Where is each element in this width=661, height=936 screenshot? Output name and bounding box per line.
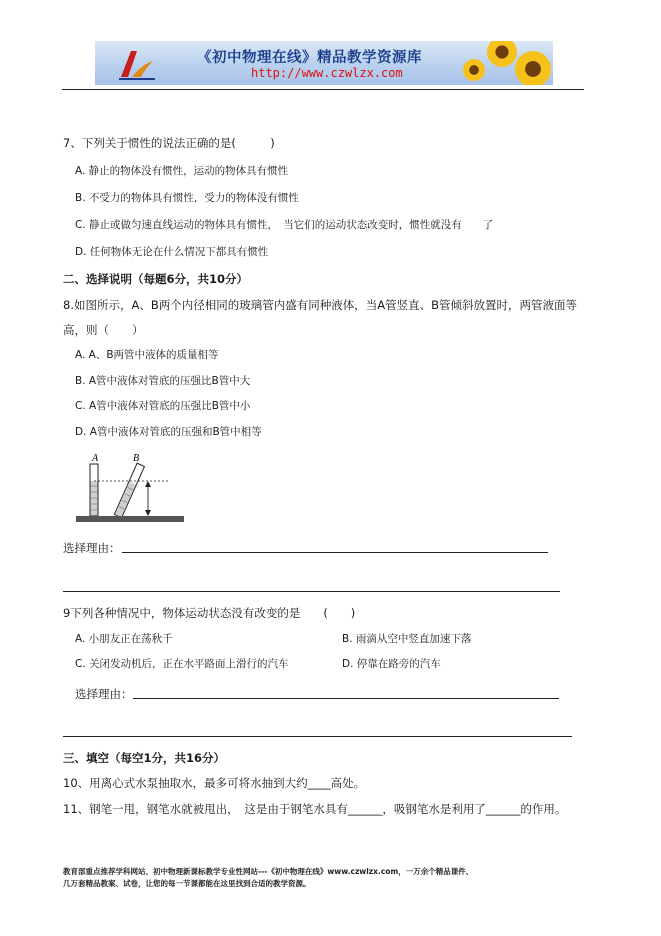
- q8-option-a: A. A、B两管中液体的质量相等: [75, 349, 219, 361]
- q8-reason-line-2[interactable]: [63, 591, 560, 592]
- q7-option-c: C. 静止或做匀速直线运动的物体具有惯性， 当它们的运动状态改变时，惯性就没有 了: [75, 219, 494, 231]
- q9-reason-line-2[interactable]: [63, 736, 572, 737]
- sunflower-icon: [515, 51, 551, 85]
- q8-option-c: C. A管中液体对管底的压强比B管中小: [75, 400, 251, 412]
- q7-option-a: A. 静止的物体没有惯性，运动的物体具有惯性: [75, 165, 289, 177]
- q8-reason-line[interactable]: [122, 552, 548, 553]
- sunflower-icon: [463, 59, 485, 81]
- footer-line-1: 教育部重点推荐学科网站、初中物理新课标教学专业性网站---《初中物理在线》www.czwlzx.com，一万余个精品课件、: [63, 867, 474, 876]
- header-rule: [62, 89, 584, 90]
- q9-option-c: C. 关闭发动机后，正在水平路面上滑行的汽车: [75, 658, 289, 670]
- sunflower-icon: [487, 41, 517, 67]
- q8-stem-line-2: 高，则（ ）: [63, 323, 144, 337]
- q8-tubes-figure: [74, 450, 186, 526]
- section-3-heading: 三、填空（每空1分，共16分）: [63, 751, 226, 765]
- banner-url[interactable]: http://www.czwlzx.com: [251, 66, 403, 80]
- figure-base: [76, 516, 184, 522]
- tube-b-label: B: [133, 453, 140, 464]
- q8-reason-label: 选择理由：: [63, 541, 121, 555]
- q8-stem-line-1: 8.如图所示，A、B两个内径相同的玻璃管内盛有同种液体，当A管竖直、B管倾斜放置时，两管液面等: [63, 298, 577, 312]
- site-logo: [117, 45, 157, 81]
- q9-reason-label: 选择理由：: [75, 687, 133, 701]
- header-banner: [95, 41, 553, 85]
- q9-option-a: A. 小朋友正在荡秋千: [75, 633, 173, 645]
- banner-title: 《初中物理在线》精品教学资源库: [197, 50, 422, 66]
- section-2-heading: 二、选择说明（每题6分，共10分）: [63, 272, 249, 286]
- tube-a: [90, 464, 98, 516]
- tube-a-label: A: [92, 453, 99, 464]
- q9-reason-line[interactable]: [133, 698, 559, 699]
- q7-option-d: D. 任何物体无论在什么情况下都具有惯性: [75, 246, 269, 258]
- q9-stem: 9下列各种情况中，物体运动状态没有改变的是 ( ): [63, 606, 356, 620]
- height-arrow-icon: [145, 481, 151, 516]
- q8-option-d: D. A管中液体对管底的压强和B管中相等: [75, 426, 262, 438]
- q11-text: 11、钢笔一甩，钢笔水就被甩出， 这是由于钢笔水具有______，吸钢笔水是利用了______的作用。: [63, 802, 567, 816]
- q10-text: 10、用离心式水泵抽取水，最多可将水抽到大约____高处。: [63, 776, 366, 790]
- tube-b: [114, 463, 144, 517]
- q9-option-b: B. 雨滴从空中竖直加速下落: [342, 633, 472, 645]
- footer-line-2: 几万套精品教案、试卷，让您的每一节课都能在这里找到合适的教学资源。: [63, 879, 311, 888]
- q7-stem: 7、下列关于惯性的说法正确的是( ): [63, 136, 275, 150]
- q9-option-d: D. 停靠在路旁的汽车: [342, 658, 441, 670]
- q8-option-b: B. A管中液体对管底的压强比B管中大: [75, 375, 251, 387]
- q7-option-b: B. 不受力的物体具有惯性，受力的物体没有惯性: [75, 192, 299, 204]
